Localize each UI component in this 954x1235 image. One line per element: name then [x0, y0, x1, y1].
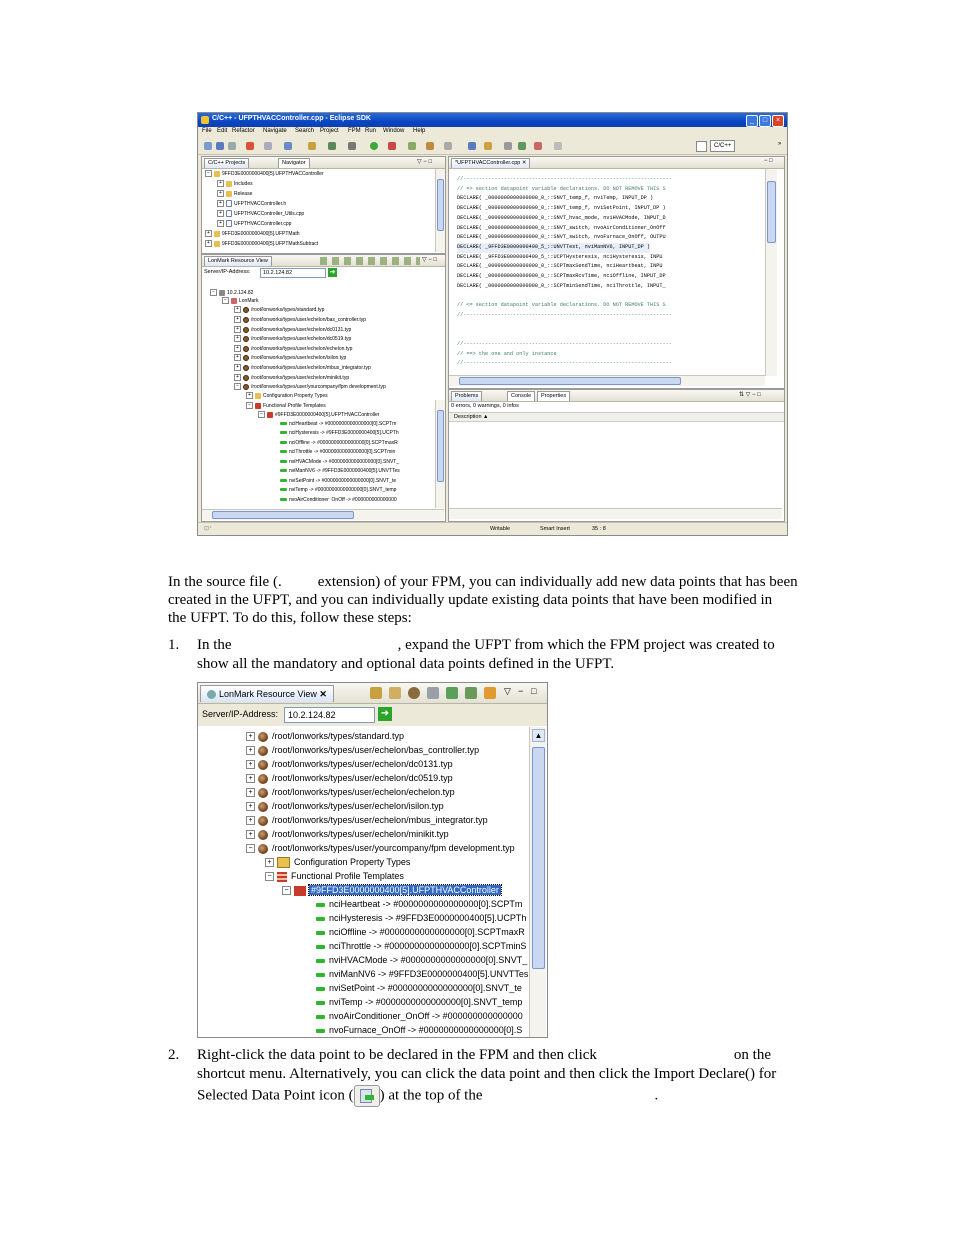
external-tools-icon[interactable]	[388, 142, 396, 150]
import-declare-icon	[354, 1085, 380, 1107]
tree-dp-aircond[interactable]: nvoAirConditioner_OnOff -> #000000000000000	[280, 497, 397, 501]
tree-dp-aircond[interactable]: nvoAirConditioner_OnOff -> #000000000000000	[316, 1009, 523, 1023]
main-toolbar	[198, 138, 787, 155]
resource-view-header	[198, 683, 547, 704]
view-menu-icon[interactable]: ▽	[504, 686, 511, 696]
import-all-icon[interactable]	[465, 687, 477, 699]
tree-dp-offline[interactable]: nciOffline -> #0000000000000000[0].SCPTmaxR	[316, 925, 525, 939]
close-icon[interactable]: ×	[772, 115, 784, 127]
menu-run[interactable]: Run	[365, 128, 377, 134]
sync-icon[interactable]	[484, 687, 496, 699]
code-line: DECLARE( _0000000000000000_0_::SNVT_temp_f, nviSetPoint, INPUT_DP )	[457, 205, 666, 212]
tree-fp-templates[interactable]: − Functional Profile Templates	[265, 869, 404, 883]
print-icon[interactable]	[228, 142, 236, 150]
tree-dp-hysteresis[interactable]: nciHysteresis -> #9FFD3E0000000400[5].UCPTh	[316, 911, 526, 925]
tree-project-subtract[interactable]: + 9FFD3E0000000400[5].UFPTMathSubtract	[205, 240, 318, 248]
tree-file-h[interactable]: + UFPTHVACController.h	[217, 200, 286, 208]
refresh-icon[interactable]	[389, 687, 401, 699]
code-line: DECLARE( _0000000000000000_0_::SCPTminSendTime, nciThrottle, INPUT_	[457, 282, 666, 289]
tree-typ-dc0131[interactable]: + /root/lonworks/types/user/echelon/dc0131.typ	[246, 757, 453, 771]
tree-dp-heartbeat[interactable]: nciHeartbeat -> #0000000000000000[0].SCPTm	[316, 897, 522, 911]
editor-vscroll[interactable]	[765, 169, 777, 376]
tool-icon[interactable]	[264, 142, 272, 150]
server-label: Server/IP-Address:	[204, 269, 251, 275]
code-line: //-------------------------------------------------------------------	[457, 360, 672, 367]
tree-dp-setpoint[interactable]: nviSetPoint -> #0000000000000000[0].SNVT_te	[280, 478, 396, 485]
tree-typ-dc0519[interactable]: + /root/lonworks/types/user/echelon/dc0519.typ	[234, 335, 351, 343]
tree-dp-mannv6[interactable]: nviManNV6 -> #9FFD3E0000000400[5].UNVTTes	[280, 468, 400, 475]
step-2-line-1	[197, 1047, 771, 1065]
tree-server[interactable]: − 10.2.124.82	[210, 289, 253, 297]
tree-typ-mbus[interactable]: + /root/lonworks/types/user/echelon/mbus_integrator.typ	[234, 364, 371, 372]
forward-icon[interactable]	[518, 142, 526, 150]
annotation-icon[interactable]	[504, 142, 512, 150]
connect-arrow-icon[interactable]: ➔	[378, 707, 392, 721]
server-address-input[interactable]: 10.2.124.82	[284, 707, 375, 723]
datapoint-icon	[316, 945, 325, 949]
resource-toolbar-icons[interactable]	[320, 257, 420, 265]
datapoint-icon	[316, 1029, 325, 1033]
tab-problems[interactable]: Problems	[451, 391, 482, 401]
step-1-line-1	[197, 637, 775, 655]
tree-dp-setpoint[interactable]: nviSetPoint -> #0000000000000000[0].SNVT_te	[316, 981, 522, 995]
maximize-icon[interactable]: □	[759, 115, 771, 127]
code-line: DECLARE( _0000000000000000_0_::SNVT_temp_f, nviTemp, INPUT_DP )	[457, 195, 654, 202]
debug-icon[interactable]	[348, 142, 356, 150]
tree-typ-bas[interactable]: + /root/lonworks/types/user/echelon/bas_controller.typ	[246, 743, 479, 757]
tab-resource-view[interactable]: LonMark Resource View ✕	[200, 685, 334, 702]
datapoint-icon	[316, 959, 325, 963]
tree-fp-templates[interactable]: − Functional Profile Templates	[246, 402, 326, 410]
datapoint-icon	[316, 903, 325, 907]
problems-column-header[interactable]: Description ▲	[449, 412, 785, 422]
class-icon[interactable]	[308, 142, 316, 150]
run-icon[interactable]	[370, 142, 378, 150]
tree-file-cpp[interactable]: + UFPTHVACController.cpp	[217, 220, 291, 228]
nav-back-icon[interactable]	[408, 142, 416, 150]
problems-menu-icon[interactable]: ⇅ ▽ − □	[739, 392, 761, 398]
tab-cpp-projects[interactable]: C/C++ Projects	[204, 158, 249, 168]
search-icon[interactable]	[328, 142, 336, 150]
eclipse-screenshot	[197, 112, 788, 536]
server-row	[198, 704, 547, 726]
tree-dp-furnace[interactable]: nvoFurnace_OnOff -> #0000000000000000[0].S	[316, 1023, 522, 1037]
tree-project-hvac[interactable]: − 9FFD3E0000000400[5].UFPTHVACController	[205, 170, 324, 178]
tree-dp-temp[interactable]: nviTemp -> #0000000000000000[0].SNVT_temp	[280, 487, 396, 494]
datapoint-icon	[316, 987, 325, 991]
save-icon[interactable]	[216, 142, 224, 150]
menu-navigate[interactable]: Navigate	[263, 128, 287, 134]
tree-typ-echelon[interactable]: + /root/lonworks/types/user/echelon/echelon.typ	[234, 345, 352, 353]
close-tab-icon[interactable]: ✕	[319, 689, 327, 699]
datapoint-icon	[316, 1015, 325, 1019]
problems-pane	[448, 389, 785, 522]
view-menu-icon[interactable]: ▽ − □	[422, 257, 438, 263]
tab-resource-view[interactable]: LonMark Resource View	[204, 256, 272, 266]
tree-typ-mbus[interactable]: + /root/lonworks/types/user/echelon/mbus_integrator.typ	[246, 813, 488, 827]
tree-dp-offline[interactable]: nciOffline -> #0000000000000000[0].SCPTmaxR	[280, 440, 398, 447]
intro-line-3: the UFPT. To do this, follow these steps:	[168, 610, 412, 626]
menu-window[interactable]: Window	[383, 128, 405, 134]
tree-ufpt-hvac[interactable]: − #9FFD3E0000000400[5].UFPTHVACController	[282, 883, 501, 897]
folder-icon[interactable]	[284, 142, 292, 150]
package-icon	[258, 844, 268, 854]
tree-config-types[interactable]: + Configuration Property Types	[246, 392, 328, 400]
intro-text-a: In the source file (.	[168, 574, 282, 590]
connect-arrow-icon[interactable]: ➔	[329, 269, 336, 276]
scroll-up-icon[interactable]: ▲	[532, 729, 545, 742]
code-line: DECLARE( _0000000000000000_0_::SNVT_hvac_mode, nviHVACMode, INPUT_D	[457, 214, 666, 221]
datapoint-icon	[316, 931, 325, 935]
tree-dp-throttle[interactable]: nciThrottle -> #0000000000000000[0].SCPTminS	[316, 939, 526, 953]
status-writable: Writable	[490, 526, 511, 532]
code-line: // => section datapoint variable declarations. DO NOT REMOVE THIS S	[457, 185, 666, 192]
tree-typ-isilon[interactable]: + /root/lonworks/types/user/echelon/isilon.typ	[234, 354, 346, 362]
open-resource-icon[interactable]	[408, 687, 420, 699]
menu-project[interactable]: Project	[320, 128, 339, 134]
resource-hscroll[interactable]	[202, 509, 444, 520]
step-1-text-b: , expand the UFPT from which the FPM project was created to	[397, 637, 775, 653]
package-icon	[258, 746, 268, 756]
tree-typ-standard[interactable]: + /root/lonworks/types/standard.typ	[246, 729, 404, 743]
lonmark-icon	[207, 690, 216, 699]
tree-typ-standard[interactable]: + /root/lonworks/types/standard.typ	[234, 306, 324, 314]
perspective-cpp[interactable]: C/C++	[710, 140, 735, 152]
code-line: DECLARE( _0000000000000000_0_::SNVT_switch, nvoAirConditioner_OnOff	[457, 224, 666, 231]
status-icon: ⊡⁺	[204, 526, 213, 532]
menu-refactor[interactable]: Refactor	[232, 128, 255, 134]
tree-dp-hvacmode[interactable]: nviHVACMode -> #0000000000000000[0].SNVT_	[280, 459, 399, 466]
code-line: DECLARE( _0000000000000000_0_::SCPTmaxRcvTime, nciOffline, INPUT_DP	[457, 273, 666, 279]
step-1-number: 1.	[168, 637, 180, 653]
tree-typ-dc0131[interactable]: + /root/lonworks/types/user/echelon/dc0131.typ	[234, 326, 351, 334]
tree-typ-minikit[interactable]: + /root/lonworks/types/user/echelon/minikit.typ	[246, 827, 449, 841]
fp-templates-icon	[277, 872, 287, 882]
menu-search[interactable]: Search	[295, 128, 315, 134]
window-title: C/C++ - UFPTHVACController.cpp - Eclipse SDK	[212, 115, 371, 122]
tree-project-math[interactable]: + 9FFD3E0000000400[5].UFPTMath	[205, 230, 300, 238]
server-input[interactable]: 10.2.124.82	[260, 268, 326, 278]
intro-line-1	[168, 574, 798, 592]
editor-pane	[448, 156, 785, 389]
tree-typ-fpm[interactable]: − /root/lonworks/types/user/yourcompany/fpm development.typ	[234, 383, 386, 391]
minimize-view-icon[interactable]: −	[518, 686, 524, 696]
tree-dp-mannv6[interactable]: nviManNV6 -> #9FFD3E0000000400[5].UNVTTes	[316, 967, 528, 981]
ufpt-icon	[294, 886, 306, 896]
window-titlebar	[198, 113, 787, 127]
datapoint-icon	[316, 973, 325, 977]
open-perspective-icon[interactable]	[696, 141, 707, 152]
resource-view-screenshot	[197, 682, 548, 1038]
tab-console[interactable]: Console	[507, 391, 535, 401]
tree-typ-isilon[interactable]: + /root/lonworks/types/user/echelon/isilon.typ	[246, 799, 444, 813]
tab-navigator[interactable]: Navigator	[278, 158, 310, 168]
menu-help[interactable]: Help	[413, 128, 426, 134]
problems-summary: 0 errors, 0 warnings, 0 infos	[451, 403, 519, 409]
tree-dp-temp[interactable]: nviTemp -> #0000000000000000[0].SNVT_temp	[316, 995, 522, 1009]
step-2-number: 2.	[168, 1047, 180, 1063]
step-1-line-2: show all the mandatory and optional data points defined in the UFPT.	[197, 656, 615, 672]
step-2-line-3	[197, 1085, 658, 1107]
package-icon	[258, 774, 268, 784]
tree-typ-minikit[interactable]: + /root/lonworks/types/user/echelon/minikit.typ	[234, 374, 349, 382]
tree-ufpt-hvac[interactable]: − #9FFD3E0000000400[5].UFPTHVACController	[258, 411, 379, 419]
code-line: DECLARE( _9FFD3E0000000400_5_::UCPTHysteresis, nciHysteresis, INPU	[457, 253, 663, 260]
tree-dp-hvacmode[interactable]: nviHVACMode -> #0000000000000000[0].SNVT_	[316, 953, 527, 967]
tree-typ-bas[interactable]: + /root/lonworks/types/user/echelon/bas_controller.typ	[234, 316, 366, 324]
tab-properties[interactable]: Properties	[537, 391, 570, 401]
projects-pane	[201, 156, 446, 254]
app-icon	[201, 116, 209, 124]
nav-forward-icon[interactable]	[426, 142, 434, 150]
datapoint-icon	[316, 1001, 325, 1005]
server-label: Server/IP-Address:	[202, 709, 279, 719]
step-2-text-b: on the	[733, 1047, 771, 1063]
tree-typ-fpm[interactable]: − /root/lonworks/types/user/yourcompany/fpm development.typ	[246, 841, 515, 855]
maximize-view-icon[interactable]: □	[531, 686, 537, 696]
status-cursor-pos: 35 : 8	[592, 526, 606, 532]
code-line: //-------------------------------------------------------------------	[457, 340, 672, 347]
code-line: //-------------------------------------------------------------------	[457, 176, 672, 182]
tab-editor-cpp[interactable]: *UFPTHVACController.cpp ✕	[451, 158, 530, 168]
tree-lonmark[interactable]: − LonMark	[222, 297, 258, 305]
task-icon[interactable]	[484, 142, 492, 150]
status-bar	[198, 522, 787, 536]
menu-file[interactable]: File	[202, 128, 212, 134]
resource-vscroll[interactable]	[435, 400, 445, 508]
code-line-current: DECLARE( _9FFD3E0000000400_5_::UNVTTest, nviManNV6, INPUT_DP )	[457, 243, 650, 253]
new-icon[interactable]	[204, 142, 212, 150]
code-line: //-------------------------------------------------------------------	[457, 311, 672, 318]
export-icon[interactable]	[427, 687, 439, 699]
step-2-text-e: .	[654, 1087, 659, 1104]
editor-hscroll[interactable]	[449, 375, 765, 386]
package-icon	[258, 830, 268, 840]
projects-scrollbar[interactable]	[435, 169, 445, 252]
menu-bar	[198, 127, 787, 137]
tree-dp-heartbeat[interactable]: nciHeartbeat -> #0000000000000000[0].SCPTm	[280, 421, 396, 428]
tree-config-types[interactable]: + Configuration Property Types	[265, 855, 410, 869]
code-line: DECLARE( _0000000000000000_0_::SCPTmaxSendTime, nciHeartbeat, INPU	[457, 263, 663, 270]
code-line: DECLARE( _0000000000000000_0_::SNVT_switch, nvoFurnace_OnOff, OUTPU	[457, 234, 666, 241]
view-menu-icon[interactable]: ▽ − □	[417, 159, 433, 165]
build-icon[interactable]	[246, 142, 254, 150]
datapoint-icon	[316, 917, 325, 921]
last-edit-icon[interactable]	[444, 142, 452, 150]
tree-vscroll[interactable]	[529, 727, 546, 1037]
step-2-text-c: Selected Data Point icon (	[197, 1087, 354, 1104]
package-icon	[258, 816, 268, 826]
step-1-text-a: In the	[197, 637, 232, 653]
status-insert-mode: Smart Insert	[540, 526, 570, 532]
find-icon[interactable]	[370, 687, 382, 699]
package-icon	[258, 732, 268, 742]
tree-dp-hysteresis[interactable]: nciHysteresis -> #9FFD3E0000000400[5].UCPTh	[280, 430, 399, 437]
menu-edit[interactable]: Edit	[217, 128, 228, 134]
package-icon	[258, 802, 268, 812]
config-types-icon	[277, 857, 290, 868]
back-icon[interactable]	[534, 142, 542, 150]
step-2-text-d: ) at the top of the	[379, 1087, 483, 1104]
intro-text-b: extension) of your FPM, you can individually add new data points that has been	[317, 574, 798, 590]
problems-hscroll[interactable]	[449, 508, 782, 519]
package-icon	[258, 788, 268, 798]
code-line: // ==> the one and only instance	[457, 350, 557, 357]
tree-dp-throttle[interactable]: nciThrottle -> #0000000000000000[0].SCPTmin	[280, 449, 395, 456]
minimize-icon[interactable]: _	[746, 115, 758, 127]
open-type-icon[interactable]	[468, 142, 476, 150]
scroll-thumb[interactable]	[532, 747, 545, 969]
arrow-icon[interactable]	[554, 142, 562, 150]
tree-includes[interactable]: + Includes	[217, 180, 253, 188]
code-line: // <= section datapoint variable declarations. DO NOT REMOVE THIS S	[457, 302, 666, 309]
tree-release[interactable]: + Release	[217, 190, 252, 198]
editor-minmax-icon[interactable]: − □	[764, 158, 773, 164]
step-2-text-a: Right-click the data point to be declared in the FPM and then click	[197, 1047, 597, 1063]
tree-file-utils[interactable]: + UFPTHVACController_Utils.cpp	[217, 210, 304, 218]
resource-view-pane	[201, 254, 446, 522]
intro-line-2: created in the UFPT, and you can individually update existing data points that have been modified in	[168, 592, 773, 608]
tree-typ-dc0519[interactable]: + /root/lonworks/types/user/echelon/dc0519.typ	[246, 771, 453, 785]
more-icon[interactable]: »	[778, 141, 782, 147]
step-2-line-2: shortcut menu. Alternatively, you can click the data point and then click the Import Declare() for	[197, 1066, 777, 1082]
import-declare-icon[interactable]	[446, 687, 458, 699]
tree-typ-echelon[interactable]: + /root/lonworks/types/user/echelon/echelon.typ	[246, 785, 455, 799]
menu-fpm[interactable]: FPM	[348, 128, 361, 134]
package-icon	[258, 760, 268, 770]
